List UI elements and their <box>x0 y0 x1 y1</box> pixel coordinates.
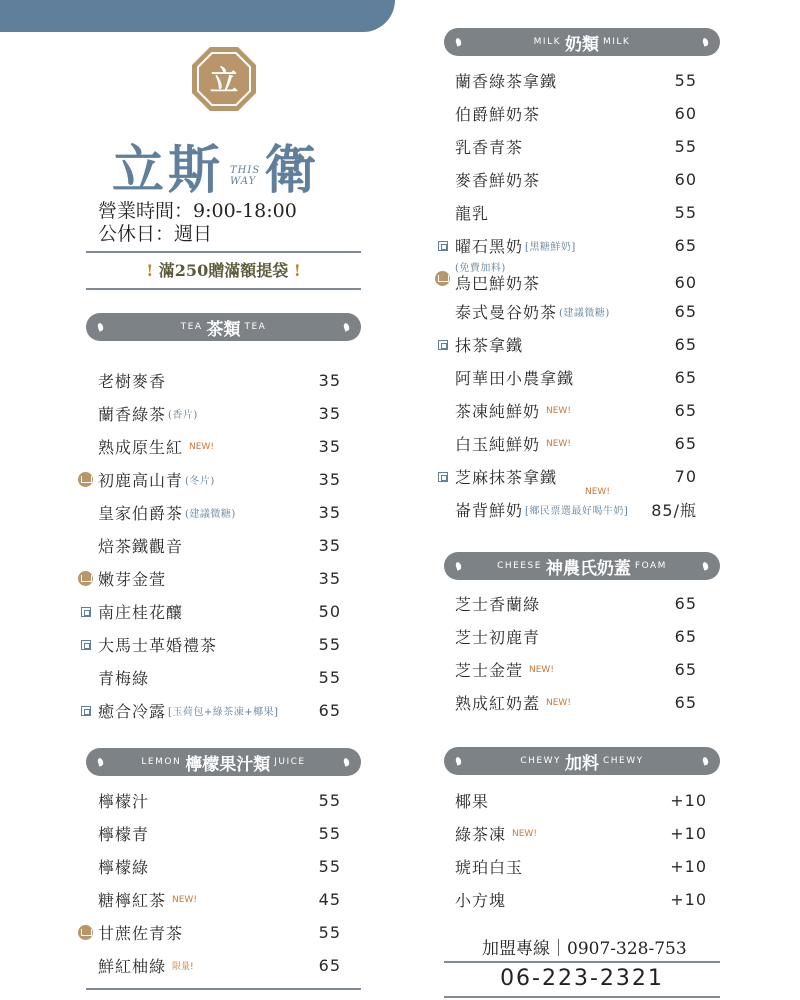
section-en-left: LEMON <box>141 757 182 767</box>
menu-item <box>455 427 697 460</box>
menu-item <box>98 661 341 694</box>
menu-item-name: 檸檬青 <box>98 825 150 844</box>
menu-item <box>98 562 341 595</box>
brand-subtitle <box>230 165 260 187</box>
menu-item-price: 65 <box>318 956 341 975</box>
menu-item-price: 35 <box>318 536 341 555</box>
promo-mark-left: ! <box>146 261 154 280</box>
menu-item <box>455 817 707 850</box>
menu-item-name: 阿華田小農拿鐵 <box>455 369 575 388</box>
section-en-left: TEA <box>180 322 203 332</box>
menu-item-name: 蘭香綠茶拿鐵 <box>455 72 558 91</box>
menu-item <box>98 364 341 397</box>
menu-item-name: 老樹麥香 <box>98 372 167 391</box>
section-en-left: CHEESE <box>497 561 542 571</box>
menu-item-price: 60 <box>674 104 697 123</box>
menu-item-price: 65 <box>674 368 697 387</box>
crown-badge-icon <box>78 472 93 487</box>
menu-item-price: 55 <box>674 137 697 156</box>
promo-mark-right: ! <box>293 261 301 280</box>
leaf-icon <box>97 322 104 331</box>
menu-item-note: [鄉民票選最好喝牛奶] <box>525 506 629 517</box>
menu-item-name: 大馬士革婚禮茶 <box>98 636 218 655</box>
menu-item-name: 茶凍純鮮奶 <box>455 402 541 421</box>
menu-item-price: 45 <box>318 890 341 909</box>
menu-item-price: 65 <box>674 660 697 679</box>
menu-item-name: 糖檸紅茶 <box>98 891 167 910</box>
new-badge: NEW! <box>512 828 537 839</box>
menu-item-price: 35 <box>318 371 341 390</box>
menu-list-juice <box>98 784 341 982</box>
new-badge: NEW! <box>546 405 571 416</box>
menu-item <box>455 262 697 295</box>
menu-item-price: 35 <box>318 470 341 489</box>
brand-name <box>112 128 320 203</box>
menu-item-price: 65 <box>674 627 697 646</box>
menu-item-price: 50 <box>318 602 341 621</box>
menu-item <box>455 196 697 229</box>
menu-item-name: 白玉純鮮奶 <box>455 435 541 454</box>
section-header-chewy <box>444 747 720 775</box>
menu-item-note: [玉荷包+綠茶凍+椰果] <box>168 707 279 718</box>
leaf-icon <box>343 757 350 766</box>
divider <box>86 288 361 290</box>
menu-item-price: 55 <box>318 857 341 876</box>
menu-item-note: (建議微糖) <box>185 509 236 520</box>
menu-item-name: 乳香青茶 <box>455 138 524 157</box>
menu-item-name: 綠茶凍 <box>455 825 507 844</box>
menu-item-name: 芝麻抹茶拿鐵 <box>455 468 558 487</box>
section-en-left: CHEWY <box>520 756 561 766</box>
new-badge: NEW! <box>585 487 610 497</box>
promo-text: 滿250贈滿額提袋 <box>158 261 289 280</box>
menu-item-price: 55 <box>318 791 341 810</box>
new-badge: NEW! <box>529 664 554 675</box>
menu-item-name: 蘭香綠茶 <box>98 405 167 424</box>
leaf-icon <box>455 37 462 46</box>
menu-item <box>98 949 341 982</box>
menu-item <box>455 394 697 427</box>
menu-item-name: 熟成原生紅 <box>98 438 184 457</box>
menu-item-name: 小方塊 <box>455 891 507 910</box>
menu-item <box>455 97 697 130</box>
menu-item-name: 熟成紅奶蓋 <box>455 694 541 713</box>
logo-char: 立 <box>209 64 239 97</box>
leaf-icon <box>702 37 709 46</box>
menu-item-note: (冬片) <box>185 476 215 487</box>
franchise-hotline: 加盟專線｜0907-328-753 <box>482 939 687 959</box>
menu-item <box>455 850 707 883</box>
menu-item <box>98 628 341 661</box>
divider <box>86 251 361 253</box>
menu-item-price: 70 <box>674 467 697 486</box>
stamp-badge-icon <box>438 472 448 482</box>
menu-item-name: 伯爵鮮奶茶 <box>455 105 541 124</box>
menu-item-name: 芝士初鹿青 <box>455 628 541 647</box>
menu-item <box>455 620 697 653</box>
leaf-icon <box>455 756 462 765</box>
crown-badge-icon <box>78 925 93 940</box>
menu-item-price: 65 <box>674 594 697 613</box>
section-en-right: MILK <box>603 37 631 47</box>
stamp-badge-icon <box>438 241 448 251</box>
menu-item-name: 抹茶拿鐵 <box>455 336 524 355</box>
menu-item-name: 芝士金萱 <box>455 661 524 680</box>
menu-item <box>98 595 341 628</box>
menu-item-price: 60 <box>674 273 697 292</box>
section-title: 檸檬果汁類 <box>185 754 271 775</box>
menu-item-name: 甘蔗佐青茶 <box>98 924 184 943</box>
menu-item-price: 65 <box>674 335 697 354</box>
store-phone: 06-223-2321 <box>500 966 664 991</box>
menu-item <box>98 529 341 562</box>
menu-item-name: 青梅綠 <box>98 669 150 688</box>
menu-item <box>455 361 697 394</box>
menu-item <box>455 64 697 97</box>
logo-icon <box>190 45 258 113</box>
menu-item-price: 65 <box>674 434 697 453</box>
menu-item-price: 55 <box>674 203 697 222</box>
brand-name-part2: 衛 <box>264 140 321 201</box>
menu-item <box>455 883 707 916</box>
menu-item-price: 85/瓶 <box>651 501 697 520</box>
menu-item-name: 南庄桂花釀 <box>98 603 184 622</box>
new-badge: 限量! <box>172 962 194 972</box>
menu-item <box>98 916 341 949</box>
top-corner-shape <box>0 0 395 32</box>
menu-item <box>455 653 697 686</box>
leaf-icon <box>97 757 104 766</box>
new-badge: NEW! <box>172 894 197 905</box>
stamp-badge-icon <box>81 706 91 716</box>
menu-list-cheese <box>455 587 697 719</box>
menu-item-price: 65 <box>674 401 697 420</box>
menu-item-name: 曜石黑奶 <box>455 237 524 256</box>
brand-subtitle-line2: WAY <box>230 175 257 187</box>
section-en-right: TEA <box>244 322 267 332</box>
brand-subtitle-line1: THIS <box>230 164 261 176</box>
menu-list-tea <box>98 364 341 727</box>
menu-item-name: 檸檬汁 <box>98 792 150 811</box>
menu-item <box>455 460 697 493</box>
section-en-left: MILK <box>533 37 561 47</box>
menu-item <box>98 496 341 529</box>
stamp-badge-icon <box>81 607 91 617</box>
crown-badge-icon <box>435 271 450 286</box>
menu-item-name: 椰果 <box>455 792 490 811</box>
menu-item-name: 鮮紅柚綠 <box>98 957 167 976</box>
menu-item-name: 泰式曼谷奶茶 <box>455 303 558 322</box>
menu-item <box>455 686 697 719</box>
menu-item <box>455 163 697 196</box>
menu-item-note: (建議微糖) <box>559 308 610 319</box>
section-en-right: FOAM <box>634 561 667 571</box>
section-title: 神農氏奶蓋 <box>545 558 631 579</box>
new-badge: NEW! <box>546 438 571 449</box>
menu-item-price: 55 <box>318 668 341 687</box>
section-header-cheese <box>444 552 720 580</box>
menu-item-price: 65 <box>674 693 697 712</box>
leaf-icon <box>343 322 350 331</box>
menu-item-name: 初鹿高山青 <box>98 471 184 490</box>
menu-item-price: 35 <box>318 437 341 456</box>
menu-item-price: 35 <box>318 503 341 522</box>
menu-item-name: 琥珀白玉 <box>455 858 524 877</box>
menu-item-name: 檸檬綠 <box>98 858 150 877</box>
menu-item-price: 55 <box>318 824 341 843</box>
menu-item-name: 焙茶鐵觀音 <box>98 537 184 556</box>
menu-item-name: 皇家伯爵茶 <box>98 504 184 523</box>
menu-item-name: 癒合冷露 <box>98 702 167 721</box>
promo-banner <box>86 258 361 281</box>
menu-item <box>98 817 341 850</box>
menu-item <box>98 463 341 496</box>
menu-item <box>455 487 697 526</box>
section-en-right: JUICE <box>274 757 306 767</box>
menu-item-note: (香片) <box>168 410 198 421</box>
section-title: 奶類 <box>565 34 599 55</box>
section-en-right: CHEWY <box>603 756 644 766</box>
new-badge: NEW! <box>189 441 214 452</box>
leaf-icon <box>702 756 709 765</box>
menu-item-price: 55 <box>318 923 341 942</box>
menu-item <box>98 430 341 463</box>
leaf-icon <box>455 561 462 570</box>
menu-item <box>455 295 697 328</box>
menu-item-price: 55 <box>674 71 697 90</box>
menu-item <box>455 229 697 262</box>
menu-item-price: 35 <box>318 569 341 588</box>
crown-badge-icon <box>78 571 93 586</box>
menu-item-price: 55 <box>318 635 341 654</box>
menu-list-chewy <box>455 784 707 916</box>
menu-item <box>98 883 341 916</box>
menu-item-name: 芝士香蘭綠 <box>455 595 541 614</box>
new-badge: NEW! <box>546 697 571 708</box>
menu-item-price: 65 <box>674 236 697 255</box>
menu-item <box>455 328 697 361</box>
section-title: 加料 <box>565 753 599 774</box>
menu-item <box>98 850 341 883</box>
menu-item-name: 崙背鮮奶 <box>455 501 524 520</box>
menu-item-price: +10 <box>670 824 707 843</box>
brand-name-part1: 立斯 <box>112 140 225 201</box>
menu-item-name: 麥香鮮奶茶 <box>455 171 541 190</box>
menu-item <box>98 784 341 817</box>
menu-item-name: 烏巴鮮奶茶 <box>455 274 541 293</box>
menu-list-milk <box>455 64 697 526</box>
opening-hours: 營業時間：9:00-18:00 <box>98 200 297 222</box>
menu-item-price: +10 <box>670 791 707 810</box>
section-title: 茶類 <box>206 319 241 340</box>
divider <box>86 988 361 990</box>
menu-item <box>98 694 341 727</box>
menu-item-price: 60 <box>674 170 697 189</box>
divider <box>444 996 720 998</box>
stamp-badge-icon <box>81 640 91 650</box>
menu-item-price: 35 <box>318 404 341 423</box>
section-header-milk <box>444 28 720 56</box>
section-header-juice <box>86 748 361 776</box>
menu-item-price: 65 <box>674 302 697 321</box>
menu-item <box>455 784 707 817</box>
menu-item-name: 嫩芽金萱 <box>98 570 167 589</box>
menu-item <box>455 587 697 620</box>
store-info <box>98 200 297 246</box>
closed-day: 公休日：週日 <box>98 223 213 245</box>
menu-item-note: [黑糖鮮奶] <box>525 242 576 253</box>
menu-item-price: +10 <box>670 857 707 876</box>
section-header-tea <box>86 313 361 341</box>
menu-item-subnote: (免費加料) <box>455 263 506 274</box>
menu-item-name: 龍乳 <box>455 204 490 223</box>
menu-item <box>98 397 341 430</box>
menu-item-price: 65 <box>318 701 341 720</box>
menu-item <box>455 130 697 163</box>
leaf-icon <box>702 561 709 570</box>
menu-item-price: +10 <box>670 890 707 909</box>
divider <box>444 961 720 963</box>
stamp-badge-icon <box>438 340 448 350</box>
